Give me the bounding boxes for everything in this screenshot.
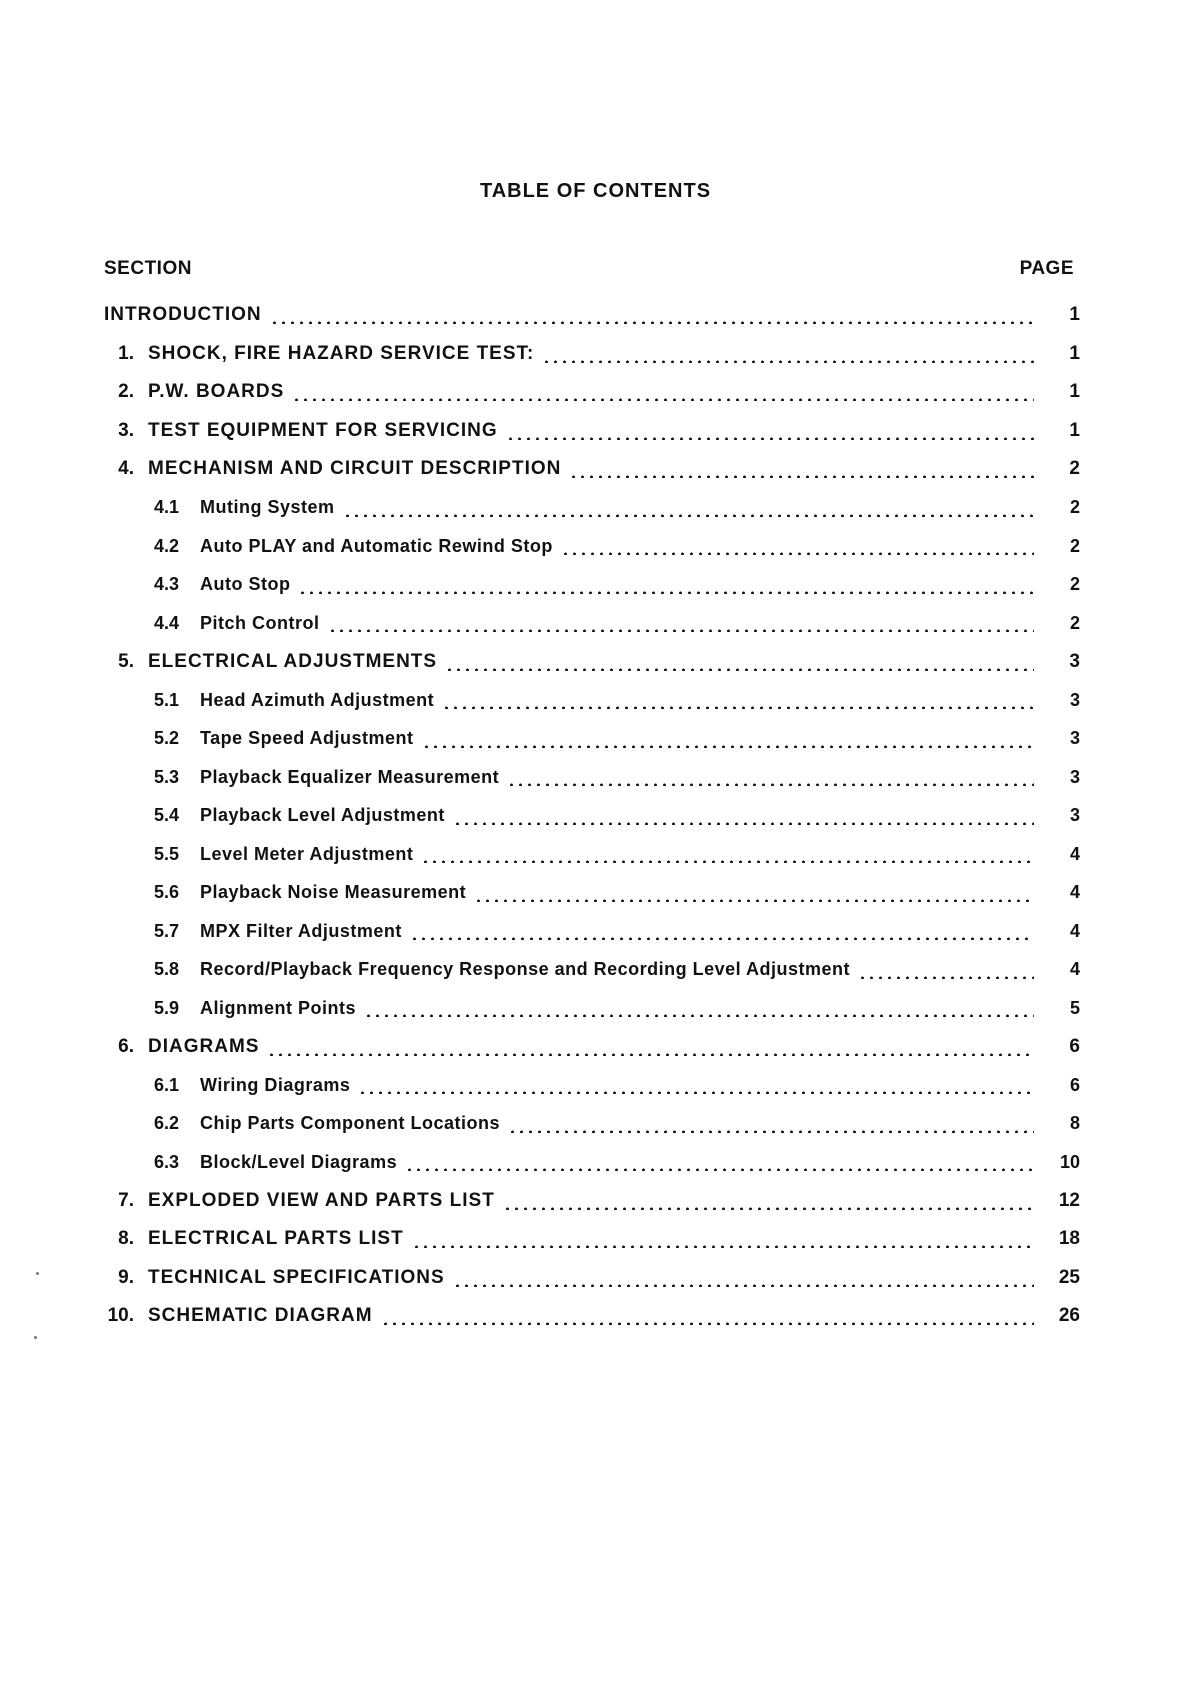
toc-entry-number: 4.1 (154, 497, 180, 518)
toc-entry-title: Playback Noise Measurement (200, 882, 467, 903)
toc-entry-section-4-1[interactable] (104, 489, 1080, 528)
toc-entry-page: 10 (1059, 1151, 1080, 1172)
toc-entry-title: P.W. BOARDS (148, 381, 285, 403)
toc-entry-number: 3. (118, 419, 134, 441)
toc-entry-page: 1 (1069, 419, 1080, 441)
dot-leader (343, 499, 1034, 517)
dot-leader (292, 383, 1034, 401)
dot-leader (358, 1076, 1034, 1094)
toc-entry-page: 2 (1069, 574, 1080, 595)
toc-entry-title: Wiring Diagrams (200, 1074, 351, 1095)
toc-entry-number: 4.4 (154, 612, 180, 633)
toc-entry-section-6-3[interactable] (104, 1143, 1080, 1182)
toc-entry-number: 1. (118, 342, 134, 364)
toc-entry-number: 5.1 (154, 689, 180, 710)
toc-entry-title: EXPLODED VIEW AND PARTS LIST (148, 1189, 495, 1211)
dot-leader (405, 1153, 1034, 1171)
toc-entry-number: 7. (118, 1189, 134, 1211)
toc-entry-section-6-2[interactable] (104, 1105, 1080, 1144)
toc-entry-page: 8 (1069, 1113, 1080, 1134)
toc-entry-section-2[interactable] (104, 373, 1080, 412)
dot-leader (270, 306, 1034, 324)
toc-entry-page: 1 (1069, 381, 1080, 403)
toc-entry-introduction[interactable] (104, 296, 1080, 335)
toc-entry-section-9[interactable] (104, 1259, 1080, 1298)
dot-leader (506, 422, 1034, 440)
toc-entry-section-6-1[interactable] (104, 1066, 1080, 1105)
toc-entry-section-5-1[interactable] (104, 681, 1080, 720)
toc-entry-page: 2 (1069, 612, 1080, 633)
toc-entry-section-5-9[interactable] (104, 989, 1080, 1028)
toc-entry-section-7[interactable] (104, 1182, 1080, 1221)
toc-entry-title: SHOCK, FIRE HAZARD SERVICE TEST: (148, 342, 535, 364)
dot-leader (364, 999, 1034, 1017)
toc-entry-section-5-8[interactable] (104, 951, 1080, 990)
toc-entry-title: Head Azimuth Adjustment (200, 689, 435, 710)
toc-entry-section-5-5[interactable] (104, 835, 1080, 874)
dot-leader (858, 961, 1034, 979)
toc-entry-page: 25 (1058, 1266, 1080, 1288)
toc-header (104, 258, 1074, 280)
toc-entry-page: 3 (1069, 689, 1080, 710)
toc-entry-page: 3 (1069, 650, 1080, 672)
dot-leader (561, 537, 1034, 555)
dot-leader (410, 922, 1034, 940)
toc-entry-title: MECHANISM AND CIRCUIT DESCRIPTION (148, 458, 562, 480)
dot-leader (442, 691, 1034, 709)
toc-entry-number: 2. (118, 381, 134, 403)
toc-entry-title: Auto PLAY and Automatic Rewind Stop (200, 535, 553, 556)
toc-entry-number: 4.2 (154, 535, 180, 556)
toc-entry-section-8[interactable] (104, 1220, 1080, 1259)
toc-entry-title: Block/Level Diagrams (200, 1151, 398, 1172)
toc-entry-page: 3 (1069, 805, 1080, 826)
toc-entry-number: 10. (107, 1305, 134, 1327)
dot-leader (328, 614, 1035, 632)
dot-leader (445, 653, 1034, 671)
dot-leader (412, 1230, 1034, 1248)
toc-entry-title: ELECTRICAL PARTS LIST (148, 1228, 404, 1250)
dot-leader (569, 460, 1034, 478)
toc-entry-section-10[interactable] (104, 1297, 1080, 1336)
toc-entry-page: 2 (1069, 458, 1080, 480)
toc-entry-number: 6.1 (154, 1074, 180, 1095)
toc-entry-section-3[interactable] (104, 412, 1080, 451)
toc-entry-page: 2 (1069, 535, 1080, 556)
toc-entry-number: 5.4 (154, 805, 180, 826)
toc-entry-section-4-2[interactable] (104, 527, 1080, 566)
toc-entry-number: 5.5 (154, 843, 180, 864)
toc-entry-title: TEST EQUIPMENT FOR SERVICING (148, 419, 498, 441)
toc-entry-section-5-6[interactable] (104, 874, 1080, 913)
toc-entry-number: 4.3 (154, 574, 180, 595)
toc-entry-title: Muting System (200, 497, 335, 518)
toc-entry-section-5-3[interactable] (104, 758, 1080, 797)
toc-entry-page: 2 (1069, 497, 1080, 518)
scan-speck (36, 1272, 39, 1275)
toc-entry-page: 5 (1069, 997, 1080, 1018)
toc-entry-number: 5.2 (154, 728, 180, 749)
toc-entry-number: 5.3 (154, 766, 180, 787)
toc-entry-page: 6 (1069, 1035, 1080, 1057)
toc-entry-page: 3 (1069, 766, 1080, 787)
toc-entry-page: 1 (1069, 304, 1080, 326)
toc-entry-page: 1 (1069, 342, 1080, 364)
toc-entry-title: Auto Stop (200, 574, 291, 595)
toc-entry-title: SCHEMATIC DIAGRAM (148, 1305, 373, 1327)
toc-entry-title: ELECTRICAL ADJUSTMENTS (148, 650, 438, 672)
toc-entry-title: TECHNICAL SPECIFICATIONS (148, 1266, 445, 1288)
toc-entry-title: DIAGRAMS (148, 1035, 260, 1057)
toc-entry-section-6[interactable] (104, 1028, 1080, 1067)
page-title: TABLE OF CONTENTS (479, 180, 712, 202)
toc-entry-number: 6.2 (154, 1113, 180, 1134)
dot-leader (298, 576, 1034, 594)
toc-entry-number: 5.6 (154, 882, 180, 903)
toc-entry-number: 5. (118, 650, 134, 672)
toc-entry-number: 8. (118, 1228, 134, 1250)
toc-entry-title: MPX Filter Adjustment (200, 920, 402, 941)
toc-entry-title: Pitch Control (200, 612, 320, 633)
toc-entry-title: Playback Equalizer Measurement (200, 766, 500, 787)
toc-entry-page: 18 (1058, 1228, 1080, 1250)
toc-entry-section-5[interactable] (104, 643, 1080, 682)
dot-leader (453, 1269, 1034, 1287)
dot-leader (453, 807, 1034, 825)
dot-leader (542, 345, 1034, 363)
toc-entry-section-1[interactable] (104, 335, 1080, 374)
toc-entry-title: Playback Level Adjustment (200, 805, 445, 826)
toc-entry-section-5-2[interactable] (104, 720, 1080, 759)
toc-entry-title: Alignment Points (200, 997, 356, 1018)
toc-entry-number: 5.7 (154, 920, 180, 941)
toc-entry-number: 9. (118, 1266, 134, 1288)
toc-entry-section-5-7[interactable] (104, 912, 1080, 951)
toc-entry-number: 5.9 (154, 997, 180, 1018)
dot-leader (421, 845, 1034, 863)
toc-entry-page: 3 (1069, 728, 1080, 749)
dot-leader (422, 730, 1034, 748)
dot-leader (503, 1192, 1034, 1210)
toc-entry-page: 4 (1069, 843, 1080, 864)
toc-entry-section-5-4[interactable] (104, 797, 1080, 836)
dot-leader (508, 1115, 1034, 1133)
dot-leader (474, 884, 1034, 902)
toc-entry-page: 12 (1058, 1189, 1080, 1211)
toc-entry-section-4[interactable] (104, 450, 1080, 489)
scan-speck (34, 1336, 37, 1339)
dot-leader (507, 768, 1034, 786)
toc-entry-title: INTRODUCTION (104, 304, 262, 326)
toc-entry-page: 4 (1069, 959, 1080, 980)
table-of-contents (104, 296, 1080, 1336)
toc-entry-page: 6 (1069, 1074, 1080, 1095)
toc-entry-title: Chip Parts Component Locations (200, 1113, 501, 1134)
toc-entry-section-4-4[interactable] (104, 604, 1080, 643)
toc-entry-title: Level Meter Adjustment (200, 843, 414, 864)
toc-entry-title: Tape Speed Adjustment (200, 728, 414, 749)
toc-entry-number: 6.3 (154, 1151, 180, 1172)
dot-leader (267, 1038, 1034, 1056)
dot-leader (381, 1307, 1034, 1325)
section-column-header: SECTION (104, 258, 192, 279)
page-column-header: PAGE (1019, 258, 1074, 279)
toc-entry-page: 4 (1069, 920, 1080, 941)
toc-entry-section-4-3[interactable] (104, 566, 1080, 605)
toc-entry-title: Record/Playback Frequency Response and Recording Level Adjustment (200, 959, 851, 980)
toc-entry-number: 6. (118, 1035, 134, 1057)
toc-entry-number: 5.8 (154, 959, 180, 980)
toc-entry-page: 4 (1069, 882, 1080, 903)
toc-entry-page: 26 (1058, 1305, 1080, 1327)
toc-entry-number: 4. (118, 458, 134, 480)
